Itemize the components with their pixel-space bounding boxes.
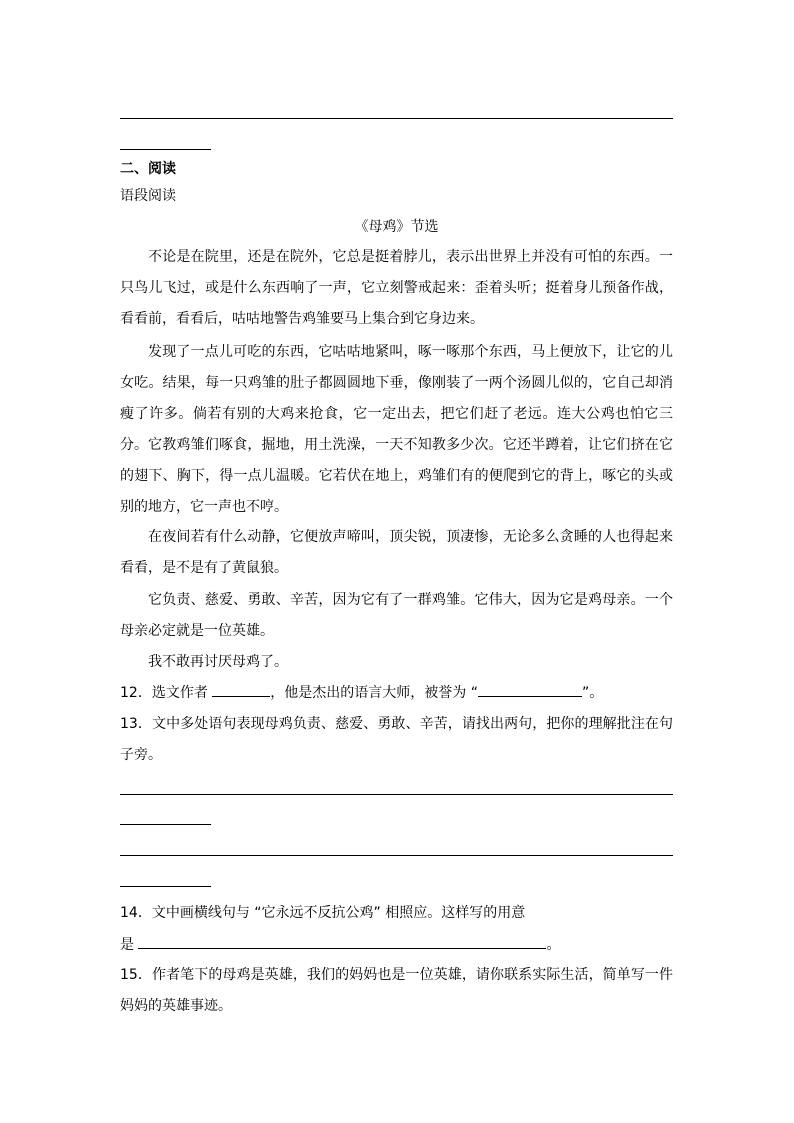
answer-line bbox=[120, 118, 673, 119]
answer-line-short bbox=[120, 149, 211, 150]
passage-title: 《母鸡》节选 bbox=[354, 219, 439, 235]
question-12-text-a: 12．选文作者 bbox=[120, 685, 213, 701]
paragraph-2: 发现了一点儿可吃的东西，它咕咕地紧叫，啄一啄那个东西，马上便放下，让它的儿女吃。结果，每一只鸡雏的肚子都圆圆地下垂，像刚装了一两个汤圆儿似的，它自己却消瘦了许多。倘若有别的大鸡来抢食，它一定出去，把它们赶了老远。连大公鸡也怕它三分。 bbox=[120, 344, 673, 453]
answer-line[interactable] bbox=[120, 855, 673, 856]
question-12-text-b: ，他是杰出的语言大师，被誉为 “ bbox=[270, 685, 478, 701]
answer-line[interactable] bbox=[120, 794, 673, 795]
section-subheading: 语段阅读 bbox=[120, 188, 176, 204]
paragraph-3: 它教鸡雏们啄食，掘地，用土洗澡，一天不知教多少次。它还半蹲着，让它们挤在它的翅下、胸下，得一点儿温暖。它若伏在地上，鸡雏们有的便爬到它的背上，啄它的头或别的地方，它一声也不哼。 bbox=[120, 437, 673, 515]
question-13: 13．文中多处语句表现母鸡负责、慈爱、勇敢、辛苦，请找出两句，把你的理解批注在句子旁。 bbox=[120, 716, 673, 763]
title-blank[interactable] bbox=[478, 682, 582, 697]
paragraph-5: 它负责、慈爱、勇敢、辛苦，因为它有了一群鸡雏。它伟大，因为它是鸡母亲。一个母亲必定就是一位英雄。 bbox=[120, 592, 673, 639]
author-blank[interactable] bbox=[212, 682, 270, 697]
answer-line-short[interactable] bbox=[120, 824, 211, 825]
answer-line-short[interactable] bbox=[120, 886, 211, 887]
purpose-blank[interactable] bbox=[138, 934, 546, 949]
question-12 bbox=[120, 678, 673, 709]
question-14-suffix: 。 bbox=[546, 937, 561, 953]
question-14-line1: 14．文中画横线句与 “它永远不反抗公鸡” 相照应。这样写的用意 bbox=[120, 905, 526, 921]
question-14-prefix: 是 bbox=[120, 937, 139, 953]
paragraph-6: 我不敢再讨厌母鸡了。 bbox=[148, 654, 288, 670]
question-15: 15．作者笔下的母鸡是英雄，我们的妈妈也是一位英雄，请你联系实际生活，简单写一件妈妈的英雄事迹。 bbox=[120, 967, 673, 1014]
paragraph-1: 不论是在院里，还是在院外，它总是挺着脖儿，表示出世界上并没有可怕的东西。一只鸟儿飞过，或是什么东西响了一声，它立刻警戒起来：歪着头听；挺着身儿预备作战，看看前，看看后，咕咕地警告鸡雏要马上集合到它身边来。 bbox=[120, 249, 673, 327]
question-12-text-c: ”。 bbox=[581, 685, 604, 701]
paragraph-4: 在夜间若有什么动静，它便放声啼叫，顶尖锐，顶凄惨，无论多么贪睡的人也得起来看看，是不是有了黄鼠狼。 bbox=[120, 529, 673, 576]
section-heading: 二、阅读 bbox=[120, 161, 176, 177]
question-14-line2 bbox=[120, 934, 673, 955]
